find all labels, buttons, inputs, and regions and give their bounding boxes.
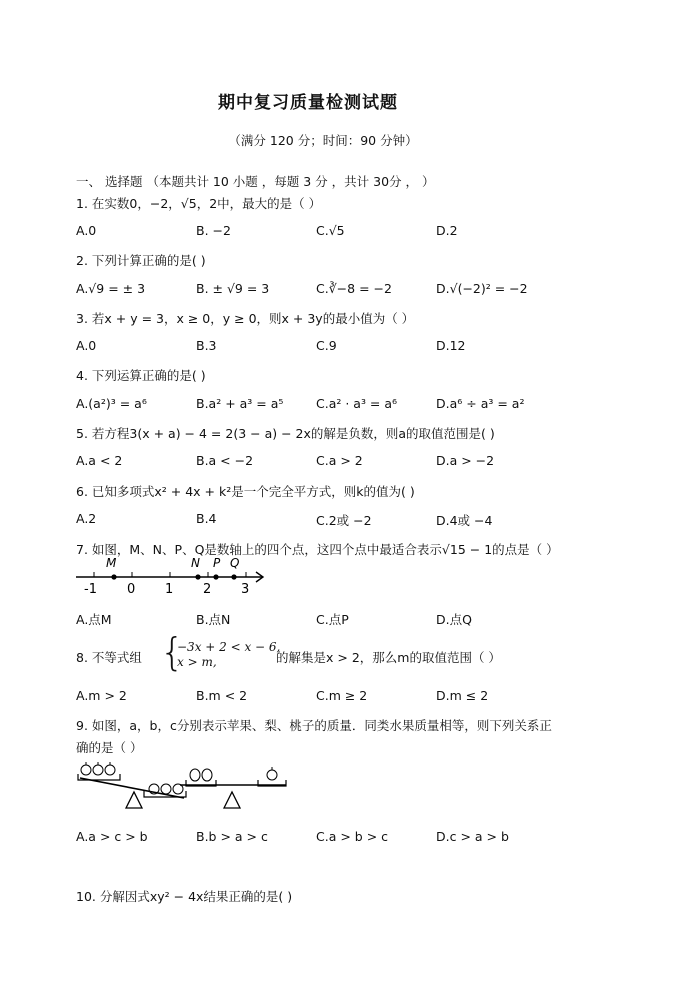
point-p — [213, 574, 218, 579]
question-2-stem: 2. 下列计算正确的是( ) — [76, 253, 206, 268]
tick-label-neg1: -1 — [84, 582, 97, 595]
q3-option-c: C.9 — [316, 338, 337, 353]
q2-option-c: C.∛−8 = −2 — [316, 281, 392, 296]
q8-option-c: C.m ≥ 2 — [316, 688, 368, 703]
point-n — [195, 574, 200, 579]
q5-option-c: C.a > 2 — [316, 453, 363, 468]
question-5-stem: 5. 若方程3(x + a) − 4 = 2(3 − a) − 2x的解是负数，则a的取值范围是( ) — [76, 426, 495, 441]
tick-label-2: 2 — [203, 582, 212, 595]
q4-option-a: A.(a²)³ = a⁶ — [76, 396, 147, 411]
q6-option-c: C.2或 −2 — [316, 513, 372, 528]
label-n: N — [191, 556, 200, 570]
q5-option-a: A.a < 2 — [76, 453, 123, 468]
q8-option-d: D.m ≤ 2 — [436, 688, 489, 703]
q2-option-b: B. ± √9 = 3 — [196, 281, 270, 296]
q6-option-d: D.4或 −4 — [436, 513, 493, 528]
question-9-stem: 9. 如图，a，b，c分别表示苹果、梨、桃子的质量．同类水果质量相等，则下列关系正 — [76, 718, 552, 733]
q8-option-a: A.m > 2 — [76, 688, 127, 703]
question-9-stem-cont: 确的是（ ） — [76, 740, 143, 755]
brace-symbol: { — [160, 630, 185, 674]
q1-option-a: A.0 — [76, 223, 97, 238]
q5-option-d: D.a > −2 — [436, 453, 495, 468]
page-subtitle: （满分 120 分；时间：90 分钟） — [228, 133, 418, 148]
question-6-stem: 6. 已知多项式x² + 4x + k²是一个完全平方式，则k的值为( ) — [76, 484, 415, 499]
q1-option-b: B. −2 — [196, 223, 231, 238]
point-m — [111, 574, 116, 579]
right-fulcrum — [224, 792, 240, 808]
right-balance-scale — [180, 767, 286, 808]
q2-option-a: A.√9 = ± 3 — [76, 281, 146, 296]
question-10-stem: 10. 分解因式xy² − 4x结果正确的是( ) — [76, 889, 293, 904]
q3-option-a: A.0 — [76, 338, 97, 353]
q6-option-a: A.2 — [76, 511, 97, 526]
q7-option-d: D.点Q — [436, 612, 472, 627]
question-8-stem-prefix: 8. 不等式组 — [76, 650, 142, 665]
apples-left — [81, 762, 115, 775]
q2-option-d: D.√(−2)² = −2 — [436, 281, 528, 296]
pears-right — [190, 769, 212, 781]
number-line-figure — [74, 553, 270, 595]
q7-option-b: B.点N — [196, 612, 231, 627]
q4-option-c: C.a² · a³ = a⁶ — [316, 396, 398, 411]
question-7-stem: 7. 如图，M、N、P、Q是数轴上的四个点，这四个点中最适合表示√15 − 1的点是（ ） — [76, 542, 559, 557]
q4-option-b: B.a² + a³ = a⁵ — [196, 396, 284, 411]
system-line-1: −3x + 2 < x − 6, — [177, 640, 281, 654]
tick-label-0: 0 — [127, 582, 136, 595]
q1-option-d: D.2 — [436, 223, 458, 238]
q8-option-b: B.m < 2 — [196, 688, 248, 703]
q4-option-d: D.a⁶ ÷ a³ = a² — [436, 396, 525, 411]
q6-option-b: B.4 — [196, 511, 217, 526]
label-p: P — [213, 556, 221, 570]
page-title: 期中复习质量检测试题 — [218, 93, 398, 113]
tick-label-1: 1 — [165, 582, 174, 595]
label-q: Q — [230, 556, 240, 570]
q7-option-a: A.点M — [76, 612, 112, 627]
q9-option-a: A.a > c > b — [76, 829, 148, 844]
q9-option-d: D.c > a > b — [436, 829, 509, 844]
q5-option-b: B.a < −2 — [196, 453, 254, 468]
q9-option-b: B.b > a > c — [196, 829, 268, 844]
left-balance-scale — [78, 762, 186, 808]
label-m: M — [106, 556, 117, 570]
question-4-stem: 4. 下列运算正确的是( ) — [76, 368, 206, 383]
point-q — [231, 574, 236, 579]
question-1-stem: 1. 在实数0，−2，√5，2中，最大的是（ ） — [76, 196, 322, 211]
question-8-stem-suffix: 的解集是x > 2，那么m的取值范围（ ） — [276, 650, 501, 665]
tick-label-3: 3 — [241, 582, 250, 595]
q9-option-c: C.a > b > c — [316, 829, 389, 844]
left-fulcrum — [126, 792, 142, 808]
apple-right — [267, 767, 277, 780]
section-heading: 一、 选择题 （本题共计 10 小题 ，每题 3 分 ，共计 30分 ， ） — [76, 174, 435, 189]
system-line-2: x > m, — [177, 655, 217, 669]
q1-option-c: C.√5 — [316, 223, 345, 238]
question-3-stem: 3. 若x + y = 3，x ≥ 0，y ≥ 0，则x + 3y的最小值为（ ） — [76, 311, 415, 326]
q3-option-b: B.3 — [196, 338, 217, 353]
balance-scales-figure — [74, 758, 294, 820]
q7-option-c: C.点P — [316, 612, 349, 627]
q3-option-d: D.12 — [436, 338, 466, 353]
